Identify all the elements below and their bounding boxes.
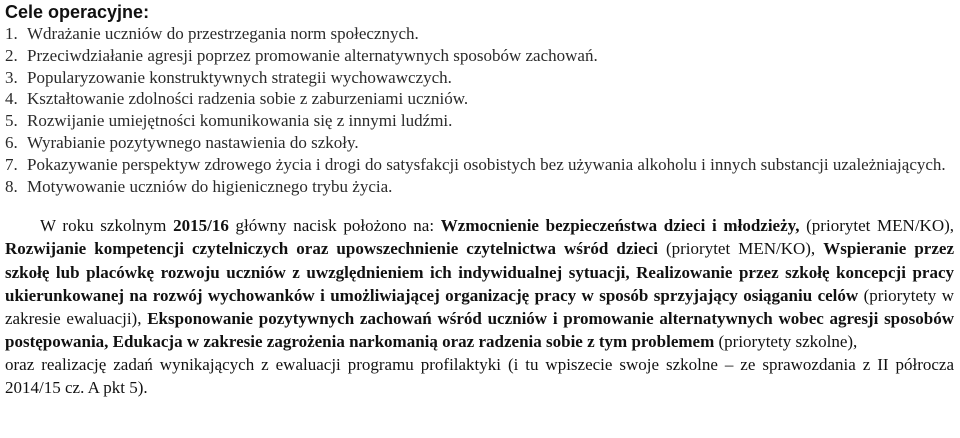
priority-evaluation: Wspieranie przez szkołę lub placówkę rozwoju uczniów z uwzględnieniem ich indywidualnej sytuacji, Realizowanie przez szkołę koncepcji pracy ukierunkowanej na rozwój wychowanków i umożliwiającej organizację pracy w sposób sprzyjający osiąganiu celów [5, 239, 954, 305]
list-item-text: Wdrażanie uczniów do przestrzegania norm społecznych. [27, 24, 419, 43]
list-item [5, 88, 954, 110]
priority-reading: Rozwijanie kompetencji czytelniczych oraz upowszechnienie czytelnictwa wśród dzieci [5, 239, 658, 259]
closing-paragraph: oraz realizację zadań wynikających z ewaluacji programu profilaktyki (i tu wpiszecie swoje szkolne – ze sprawozdania z II półrocza 2014/15 cz. A pkt 5). [5, 354, 954, 398]
list-item-number: 8. [5, 176, 18, 196]
list-item-number: 1. [5, 24, 18, 43]
list-item-number: 3. [5, 67, 18, 87]
list-item-number: 7. [5, 154, 18, 174]
paragraph-text: (priorytet MEN/KO), [799, 216, 955, 236]
list-item-text: Motywowanie uczniów do higienicznego trybu życia. [27, 176, 393, 196]
paragraph-text: (priorytety szkolne), [714, 331, 858, 351]
priority-school: Eksponowanie pozytywnych zachowań wśród uczniów i promowanie alternatywnych wobec agresji sposobów postępowania, Edukacja w zakresie zagrożenia narkomanią oraz radzenia sobie z tym problemem [5, 308, 954, 351]
list-item [5, 176, 954, 198]
list-item-text: Popularyzowanie konstruktywnych strategii wychowawczych. [27, 67, 452, 87]
list-item [5, 45, 954, 67]
list-item-text: Rozwijanie umiejętności komunikowania się z innymi ludźmi. [27, 111, 453, 131]
list-item [5, 23, 954, 45]
list-item-number: 4. [5, 89, 18, 109]
list-item-text: Przeciwdziałanie agresji poprzez promowanie alternatywnych sposobów zachowań. [27, 45, 598, 65]
list-item-text: Wyrabianie pozytywnego nastawienia do szkoły. [27, 132, 359, 152]
list-item [5, 154, 954, 176]
priorities-paragraph [5, 214, 954, 353]
paragraph-text: (priorytety w zakresie ewaluacji), [5, 285, 954, 328]
paragraph-text: W roku szkolnym [40, 216, 174, 236]
goals-list [5, 23, 954, 197]
list-item [5, 110, 954, 132]
list-item-text: Pokazywanie perspektyw zdrowego życia i drogi do satysfakcji osobistych bez używania alkoholu i innych substancji uzależniających. [27, 154, 946, 174]
paragraph-text: główny nacisk położono na: [228, 216, 441, 236]
list-item-text: Kształtowanie zdolności radzenia sobie z zaburzeniami uczniów. [27, 89, 469, 109]
list-item [5, 132, 954, 154]
list-item [5, 67, 954, 89]
section-heading: Cele operacyjne: [5, 2, 150, 22]
list-item-number: 2. [5, 45, 18, 65]
list-item-number: 5. [5, 111, 18, 131]
school-year: 2015/16 [173, 216, 229, 236]
list-item-number: 6. [5, 132, 18, 152]
priority-safety: Wzmocnienie bezpieczeństwa dzieci i młodzieży, [440, 216, 800, 236]
paragraph-text: (priorytet MEN/KO), [657, 239, 824, 259]
